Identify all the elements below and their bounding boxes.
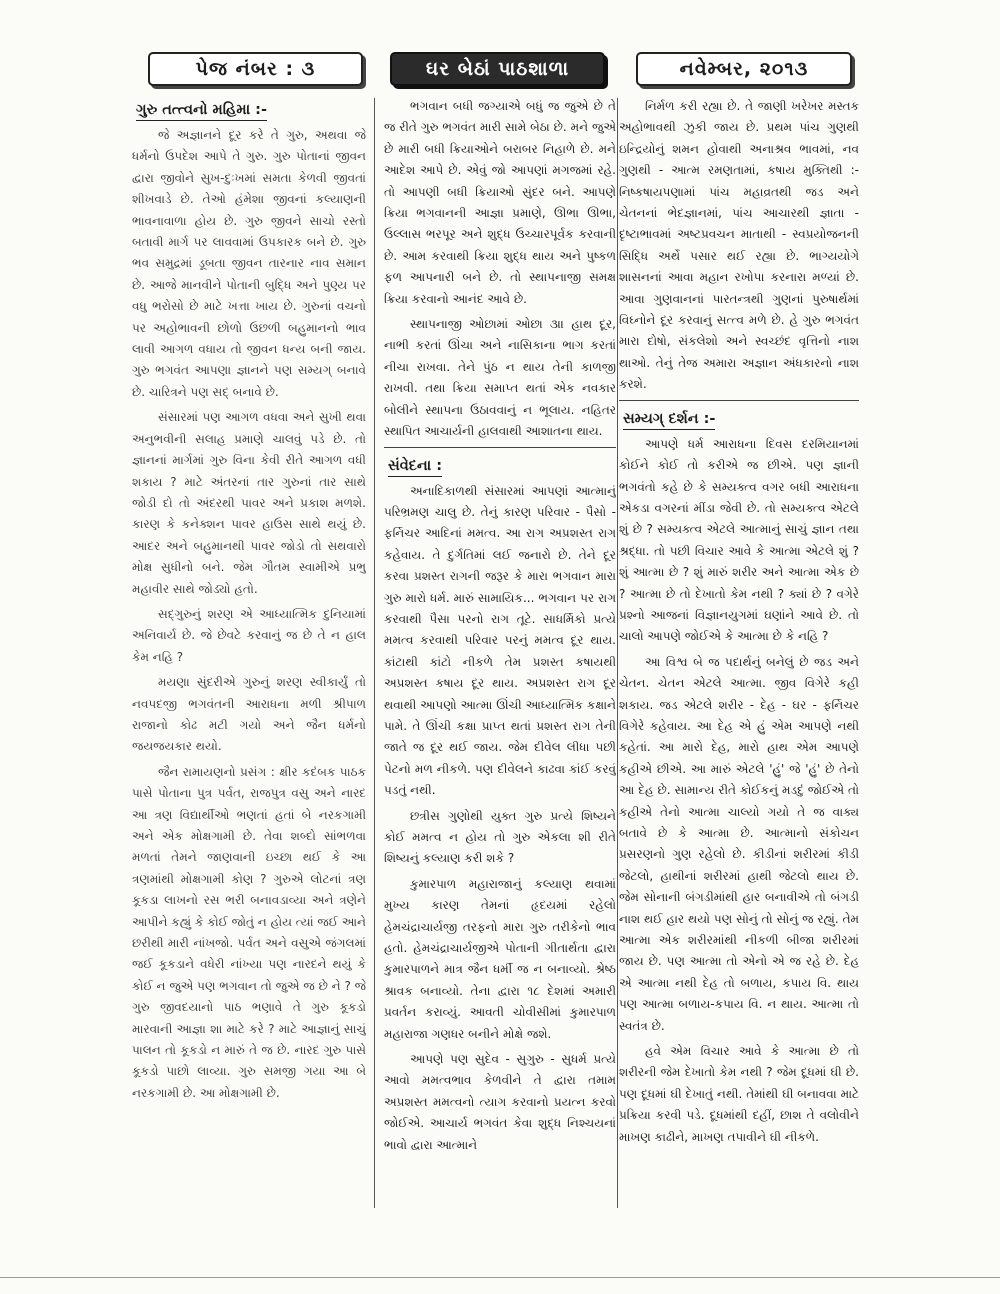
section-divider <box>619 400 859 401</box>
paragraph: આ વિશ્વ બે જ પદાર્થનું બનેલું છે જડ અને ચેતન. ચેતન એટલે આત્મા. જીવ વિગેરે કહી શકાય. જડ એટલે શરીર - દેહ - ઘર - ફર્નિચર વિગેરે કહેવાય. આ દેહ એ હું એમ આપણે નથી કહેતાં. આ મારો દેહ, મારો હાથ એમ આપણે કહીએ છીએ. આ મારું એટલે 'હું' જે 'હું' છે તેનો આ દેહ છે. સામાન્ય રીતે કોઈકનું મડદું જોઈએ તો કહીએ તેનો આત્મા ચાલ્યો ગયો તે જ વાક્ય બતાવે છે કે આત્મા છે. આત્માનો સંકોચન પ્રસરણનો ગુણ રહેલો છે. કીડીનાં શરીરમાં કીડી જેટલો, હાથીનાં શરીરમાં હાથી જેટલો થાય છે. જેમ સોનાની બંગડીમાંથી હાર બનાવીએ તો બંગડી નાશ થઈ હાર થયો પણ સોનું તો સોનું જ રહ્યું. તેમ આત્મા એક શરીરમાંથી નીકળી બીજા શરીરમાં જાય છે. પણ આત્મા તો એનો એ જ રહે છે. દેહ એ આત્મા નથી દેહ તો બળાય, કપાય વિ. થાય પણ આત્મા બળાય-કપાય વિ. ન થાય. આત્મા તો સ્વતંત્ર છે. <box>619 654 859 1033</box>
page-number-box <box>148 52 363 86</box>
section-divider <box>384 447 616 448</box>
section-heading-samvedana: સંવેદના : <box>388 456 442 477</box>
section-heading-guru-tattva: ગુરુ તત્ત્વનો મહિમા :- <box>136 100 267 121</box>
paragraph: આપણે ધર્મ આરાધના દિવસ દરમિયાનમાં કોઈને કોઈ તો કરીએ જ છીએ. પણ જ્ઞાની ભગવંતો કહે છે કે સમ્યક્ત્વ વગર બધી આરાધના એકડા વગરનાં મીંડા જેવી છે. તો સમ્યક્ત્વ એટલે શું છે ? સમ્યક્ત્વ એટલે આત્માનું સાચું જ્ઞાન તથા શ્રદ્ધા. તો પછી વિચાર આવે કે આત્મા એટલે શું ? શું આત્મા છે ? શું મારું શરીર અને આત્મા એક છે ? આત્મા છે તો દેખાતો કેમ નથી ? ક્યાં છે ? વગેરે પ્રશ્નો આજનાં વિજ્ઞાનયુગમાં ઘણાંને આવે છે. તો ચાલો આપણે જોઈએ કે આત્મા છે કે નહિ ? <box>619 436 859 644</box>
page-header <box>148 52 853 92</box>
page-bottom-rule <box>0 1277 1000 1278</box>
column-1 <box>132 96 366 1214</box>
paragraph: અનાદિકાળથી સંસારમાં આપણાં આત્માનું પરિભ્રમણ ચાલુ છે. તેનું કારણ પરિવાર - પૈસો - ફર્નિચર આદિનાં મમત્વ. આ રાગ અપ્રશસ્ત રાગ કહેવાય. તે દુર્ગતિમાં લઈ જનારો છે. તેને દૂર કરવા પ્રશસ્ત રાગની જરૂર કે મારા ભગવાન મારા ગુરુ મારો ધર્મ. મારું સામાયિક... ભગવાન પર રાગ કરવાથી પૈસા પરનો રાગ તૂટે. સાધર્મિકો પ્રત્યે મમત્વ કરવાથી પરિવાર પરનું મમત્વ દૂર થાય. કાંટાથી કાંટો નીકળે તેમ પ્રશસ્ત કષાયથી અપ્રશસ્ત કષાય દૂર થાય. અપ્રશસ્ત રાગ દૂર થવાથી આપણો આત્મા ઊંચી આધ્યાત્મિક કક્ષાને પામે. તે ઊંચી કક્ષા પ્રાપ્ત થતાં પ્રશસ્ત રાગ તેની જાતે જ દૂર થઈ જાય. જેમ દીવેલ લીધા પછી પેટનો મળ નીકળે. પણ દીવેલને કાઢવા કાંઈ કરવું પડતું નથી. <box>384 483 616 798</box>
column-2 <box>384 96 616 1214</box>
publication-title: ઘર બેઠાં પાઠશાળા <box>425 58 570 80</box>
issue-date: નવેમ્બર, ૨૦૧૩ <box>679 58 809 80</box>
paragraph: છત્રીસ ગુણોથી યુક્ત ગુરુ પ્રત્યે શિષ્યને કોઈ મમત્વ ન હોય તો ગુરુ એકલા શી રીતે શિષ્યનું કલ્યાણ કરી શકે ? <box>384 808 616 866</box>
paragraph: સંસારમાં પણ આગળ વધવા અને સુખી થવા અનુભવીની સલાહ પ્રમાણે ચાલવું પડે છે. તો જ્ઞાનનાં માર્ગમાં ગુરુ વિના કેવી રીતે આગળ વધી શકાય ? માટે અંતરનાં તાર ગુરુનાં તાર સાથે જોડી દો તો અંદરથી પાવર અને પ્રકાશ મળશે. કારણ કે કનેક્શન પાવર હાઉસ સાથે થયું છે. આદર અને બહુમાનથી પાવર જોડો તો સથવારો મોક્ષ સુધીનો બને. જેમ ગૌતમ સ્વામીએ પ્રભુ મહાવીર સાથે જોડ્યો હતો. <box>132 410 366 596</box>
publication-title-box <box>390 52 605 86</box>
paragraph: સદ્ગુરુનું શરણ એ આધ્યાત્મિક દુનિયામાં અનિવાર્ય છે. જે છેવટે કરવાનું જ છે તે ન હાલ કેમ નહિ ? <box>132 606 366 664</box>
paragraph: ભગવાન બધી જગ્યાએ બધું જ જુએ છે તે જ રીતે ગુરુ ભગવંત મારી સામે બેઠા છે. મને જુએ છે મારી બધી ક્રિયાઓને બરાબર નિહાળે છે. મને આદેશ આપે છે. એવું જો આપણાં મગજમાં રહે. તો આપણી બધી ક્રિયાઓ સુંદર બને. આપણે ક્રિયા ભગવાનની આજ્ઞા પ્રમાણે, ઊભા ઊભા, ઉલ્લાસ ભરપૂર અને શુદ્ધ ઉચ્ચારપૂર્વક કરવાની છે. આમ કરવાથી ક્રિયા શુદ્ધ થાય અને પુષ્કળ ફળ આપનારી બને છે. તો સ્થાપનાજી સમક્ષ ક્રિયા કરવાનો આનંદ આવે છે. <box>384 99 616 306</box>
column-divider <box>374 98 375 1208</box>
paragraph: જે અજ્ઞાનને દૂર કરે તે ગુરુ, અથવા જે ધર્મનો ઉપદેશ આપે તે ગુરુ. ગુરુ પોતાનાં જીવન દ્વારા જીવોને સુખ-દુઃખમાં સમતા કેળવી જીવતાં શીખવાડે છે. તેઓ હંમેશા જીવનાં કલ્યાણની ભાવનાવાળા હોય છે. ગુરુ જીવને સાચો રસ્તો બતાવી માર્ગ પર લાવવામાં ઉપકારક બને છે. ગુરુ ભવ સમુદ્રમાં ડૂબતા જીવન તારનાર નાવ સમાન છે. આજે માનવીને પોતાની બુદ્ધિ અને પુણ્ય પર વધુ ભરોસો છે માટે ખત્તા ખાય છે. ગુરુનાં વચનો પર અહોભાવની છોળો ઉછળી બહુમાનનો ભાવ લાવી આગળ વધાય તો જીવન ધન્ય બની જાય. ગુરુ ભગવંત આપણા જ્ઞાનને પણ સમ્યગ્ બનાવે છે. ચારિત્રને પણ સદ્ બનાવે છે. <box>132 128 366 399</box>
issue-date-box <box>636 52 852 86</box>
column-3 <box>619 96 859 1214</box>
paragraph: કુમારપાળ મહારાજાનું કલ્યાણ થવામાં મુખ્ય કારણ તેમનાં હૃદયમાં રહેલો હેમચંદ્રાચાર્યજી તરફનો મારા ગુરુ તરીકેનો ભાવ હતો. હેમચંદ્રાચાર્યજીએ પોતાની ગીતાર્થતા દ્વારા કુમારપાળને માત્ર જૈન ધર્મી જ ન બનાવ્યો. શ્રેષ્ઠ શ્રાવક બનાવ્યો. તેના દ્વારા ૧૮ દેશમાં અમારી પ્રવર્તન કરાવ્યું. આવતી ચોવીસીમાં કુમારપાળ મહારાજા ગણધર બનીને મોક્ષે જશે. <box>384 876 616 1041</box>
section-heading-samyag-darshan: સમ્યગ્ દર્શન :- <box>623 409 715 430</box>
paragraph: સ્થાપનાજી ઓછામાં ઓછા ૩॥ હાથ દૂર, નાભી કરતાં ઊંચા અને નાસિકાના ભાગ કરતાં નીચા રાખવા. તેને પુંઠ ન થાય તેની કાળજી રાખવી. તથા ક્રિયા સમાપ્ત થતાં એક નવકાર બોલીને સ્થાપના ઉઠાવવાનું ન ભૂલાય. નહિતર સ્થાપિત આચાર્યની હાલવાથી આશાતના થાય. <box>384 317 616 439</box>
paragraph: હવે એમ વિચાર આવે કે આત્મા છે તો શરીરની જેમ દેખાતો કેમ નથી ? જેમ દૂધમાં ઘી છે. પણ દૂધમાં ઘી દેખાતું નથી. તેમાંથી ઘી બનાવવા માટે પ્રક્રિયા કરવી પડે. દૂધમાંથી દહીં, છાશ તે વલોવીને માખણ કાઢીને, માખણ તપાવીને ઘી નીકળે. <box>619 1044 859 1144</box>
paragraph: આપણે પણ સુદેવ - સુગુરુ - સુધર્મ પ્રત્યે આવો મમત્વભાવ કેળવીને તે દ્વારા તમામ અપ્રશસ્ત મમત્વનો ત્યાગ કરવાનો પ્રયત્ન કરવો જોઈએ. આચાર્ય ભગવંત કેવા શુદ્ધ નિશ્ચયનાં ભાવો દ્વારા આત્માને <box>384 1052 616 1152</box>
paragraph: મયણા સુંદરીએ ગુરુનું શરણ સ્વીકાર્યું તો નવપદજી ભગવંતની આરાધના મળી શ્રીપાળ રાજાનો કોઢ મટી ગયો અને જૈન ધર્મનો જયજયકાર થયો. <box>132 675 366 754</box>
column-divider <box>617 98 618 1208</box>
page-number: પેજ નંબર : ૩ <box>195 58 316 80</box>
paragraph: જૈન રામાયણનો પ્રસંગ : ક્ષીર કદંબક પાઠક પાસે પોતાના પુત્ર પર્વત, રાજપુત્ર વસુ અને નારદ આ ત્રણ વિદ્યાર્થીઓ ભણતાં હતાં બે નરકગામી અને એક મોક્ષગામી છે. તેવા શબ્દો સાંભળવા મળતાં તેમને જાણવાની ઇચ્છા થઈ કે આ ત્રણમાંથી મોક્ષગામી કોણ ? ગુરુએ લોટનાં ત્રણ કૂકડા લાખનો રસ ભરી બનાવડાવ્યા અને ત્રણેને આપીને કહ્યું કે કોઈ જોતું ન હોય ત્યાં જઈ આને છરીથી મારી નાંખજો. પર્વત અને વસુએ જંગલમાં જઈ કૂકડાને વધેરી નાંખ્યા પણ નારદને થયું કે કોઈ ન જુએ પણ ભગવાન તો જુએ જ છે ને ? જે ગુરુ જીવદયાનો પાઠ ભણાવે તે ગુરુ કૂકડો મારવાની આજ્ઞા શા માટે કરે ? માટે આજ્ઞાનું સાચું પાલન તો કૂકડો ન મારું તે જ છે. નારદ ગુરુ પાસે કૂકડો પાછો લાવ્યા. ગુરુ સમજી ગયા આ બે નરકગામી છે. આ મોક્ષગામી છે. <box>132 764 366 1100</box>
paragraph: નિર્મળ કરી રહ્યા છે. તે જાણી ખરેખર મસ્તક અહોભાવથી ઝુકી જાય છે. પ્રથમ પાંચ ગુણથી ઇન્દ્રિયોનું શમન હોવાથી અનાશ્રવ ભાવમાં, નવ ગુણથી - આત્મ રમણતામાં, કષાય મુક્તિથી :- નિષ્કષાયપણામાં પાંચ મહાવ્રતથી જડ અને ચેતનનાં ભેદજ્ઞાનમાં, પાંચ આચારથી જ્ઞાતા - દૃષ્ટાભાવમાં અષ્ટપ્રવચન માતાથી - સ્વપ્રયોજનની સિદ્ધિ અર્થે પસાર થઈ રહ્યા છે. ભાગ્યયોગે શાસનનાં આવા મહાન રખોપા કરનારા મળ્યાં છે. આવા ગુણવાનનાં પારતન્ત્રથી ગુણનાં પુરુષાર્થમાં વિઘ્નોને દૂર કરવાનું સત્ત્વ મળે છે. હે ગુરુ ભગવંત મારા દોષો, સંકલેશો અને સ્વચ્છંદ વૃત્તિનો નાશ થાઓ. તેનું તેજ અમારા અજ્ઞાન અંધકારનો નાશ કરશે. <box>619 99 859 392</box>
